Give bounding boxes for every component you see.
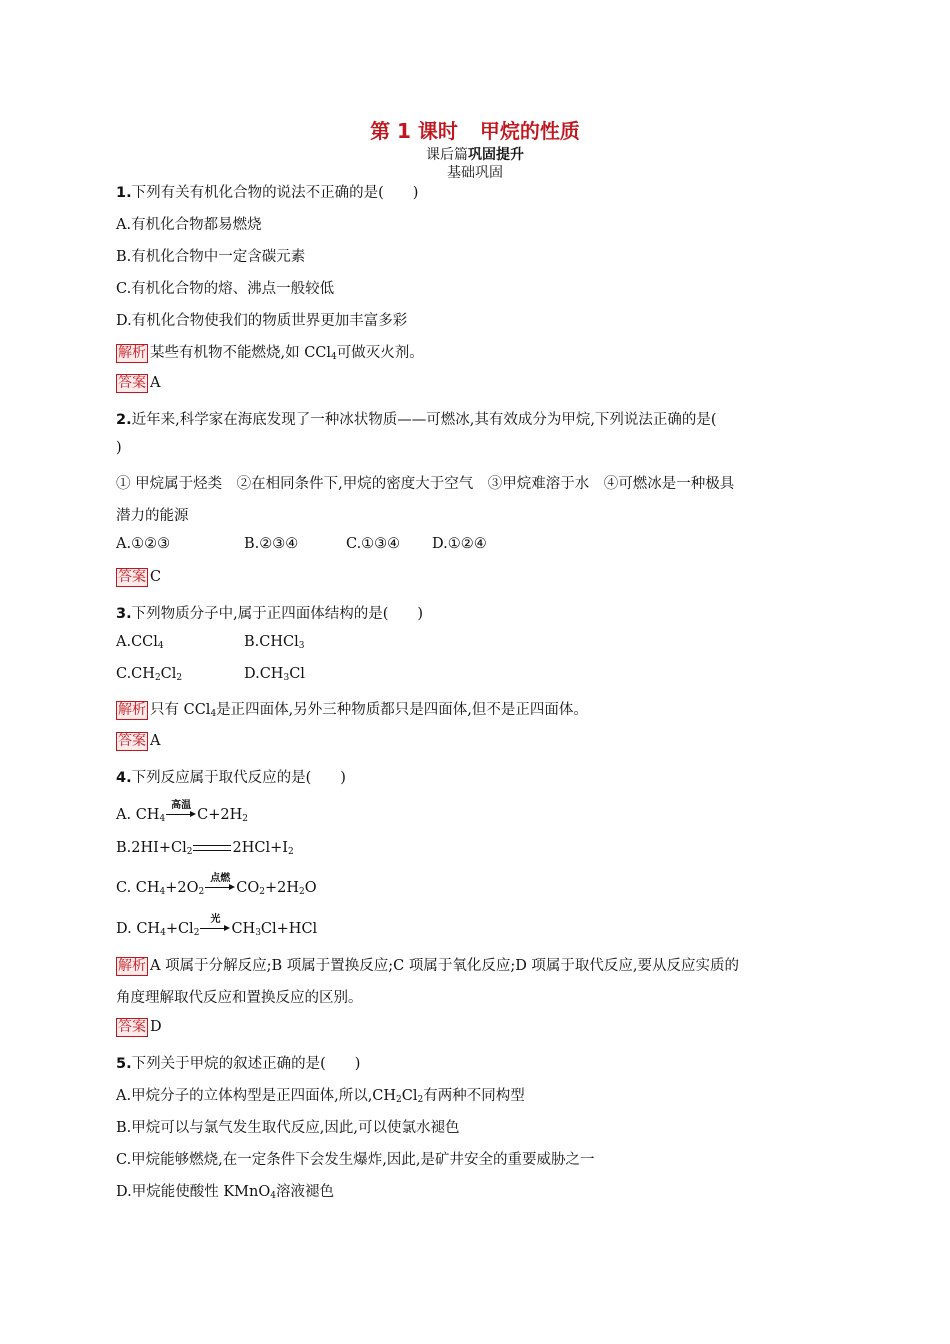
question-3-options-row2 xyxy=(116,666,516,686)
subtitle: 课后篇巩固提升 xyxy=(426,147,524,163)
question-2-statements-line1: ① 甲烷属于烃类 ②在相同条件下,甲烷的密度大于空气 ③甲烷难溶于水 ④可燃冰是一种极具 xyxy=(116,476,735,492)
question-1-stem: 1.下列有关有机化合物的说法不正确的是( ) xyxy=(116,185,419,201)
question-2-option-d: D.①②④ xyxy=(432,536,487,552)
question-3-analysis: 解析 只有 CCl$_4$是正四面体,另外三种物质都只是四面体,但不是正四面体。 xyxy=(118,702,588,719)
answer-tag: 答案 xyxy=(118,733,146,749)
question-3-option-a: A.CCl$_4$ xyxy=(116,634,164,651)
question-2-statements-line2: 潜力的能源 xyxy=(116,508,189,524)
equals-sign xyxy=(193,845,231,851)
question-5-option-c: C.甲烷能够燃烧,在一定条件下会发生爆炸,因此,是矿井安全的重要威胁之一 xyxy=(116,1152,595,1168)
question-1-option-c: C.有机化合物的熔、沸点一般较低 xyxy=(116,281,335,297)
question-5-option-d: D.甲烷能使酸性 KMnO$_4$溶液褪色 xyxy=(116,1184,334,1201)
question-5-stem: 5.下列关于甲烷的叙述正确的是( ) xyxy=(116,1056,361,1072)
question-4-option-d: D. $CH_4+Cl_2$ 光 $CH_3Cl+HCl$ xyxy=(116,914,318,938)
question-4-stem: 4.下列反应属于取代反应的是( ) xyxy=(116,770,346,786)
question-4-analysis-line2: 角度理解取代反应和置换反应的区别。 xyxy=(116,990,363,1006)
reaction-arrow: 点燃 xyxy=(205,882,235,894)
question-3-options-row1 xyxy=(116,634,516,654)
question-3-option-d: $D.CH_3Cl$ xyxy=(244,666,305,683)
question-5-option-b: B.甲烷可以与氯气发生取代反应,因此,可以使氯水褪色 xyxy=(116,1120,460,1136)
analysis-tag: 解析 xyxy=(118,958,146,974)
question-2-answer: 答案 C xyxy=(118,569,162,585)
question-2-stem-end: ) xyxy=(116,440,122,456)
answer-tag: 答案 xyxy=(118,569,146,585)
reaction-arrow: 光 xyxy=(200,923,230,935)
question-4-answer: 答案 D xyxy=(118,1019,162,1035)
question-1-answer: 答案 A xyxy=(118,375,161,391)
question-4-option-a: A. $CH_4$ 高温 $C+2H_2$ xyxy=(116,800,249,824)
question-1-analysis: 解析 某些有机物不能燃烧,如 CCl$_4$可做灭火剂。 xyxy=(118,345,424,362)
question-3-answer: 答案 A xyxy=(118,733,161,749)
analysis-tag: 解析 xyxy=(118,345,146,361)
question-3-option-c: $C.CH_2Cl_2$ xyxy=(116,666,183,683)
question-1-option-a: A.有机化合物都易燃烧 xyxy=(116,217,262,233)
section-heading: 基础巩固 xyxy=(447,165,503,181)
lesson-title: 第 1 课时 甲烷的性质 xyxy=(370,119,580,143)
question-1-option-d: D.有机化合物使我们的物质世界更加丰富多彩 xyxy=(116,313,408,329)
question-3-option-b: B.CHCl$_3$ xyxy=(244,634,305,651)
question-2-options xyxy=(116,536,616,556)
answer-tag: 答案 xyxy=(118,1019,146,1035)
answer-tag: 答案 xyxy=(118,375,146,391)
question-4-analysis: 解析 A 项属于分解反应;B 项属于置换反应;C 项属于氧化反应;D 项属于取代反应,要从反应实质的 xyxy=(118,958,740,974)
question-2-stem: 2.近年来,科学家在海底发现了一种冰状物质——可燃冰,其有效成分为甲烷,下列说法正确的是( xyxy=(116,412,717,428)
question-1-option-b: B.有机化合物中一定含碳元素 xyxy=(116,249,306,265)
question-2-option-a: A.①②③ xyxy=(116,536,171,552)
question-2-option-b: B.②③④ xyxy=(244,536,299,552)
question-2-option-c: C.①③④ xyxy=(346,536,401,552)
analysis-tag: 解析 xyxy=(118,702,146,718)
question-5-option-a: A.甲烷分子的立体构型是正四面体,所以$,CH_2Cl_2$有两种不同构型 xyxy=(116,1088,525,1105)
reaction-arrow: 高温 xyxy=(166,809,196,821)
question-4-option-b: $B.2HI+Cl_2$ $2HCl+I_2$ xyxy=(116,840,294,857)
question-3-stem: 3.下列物质分子中,属于正四面体结构的是( ) xyxy=(116,606,424,622)
question-4-option-c: C. $CH_4+2O_2$ 点燃 $CO_2+2H_2O$ xyxy=(116,873,317,897)
